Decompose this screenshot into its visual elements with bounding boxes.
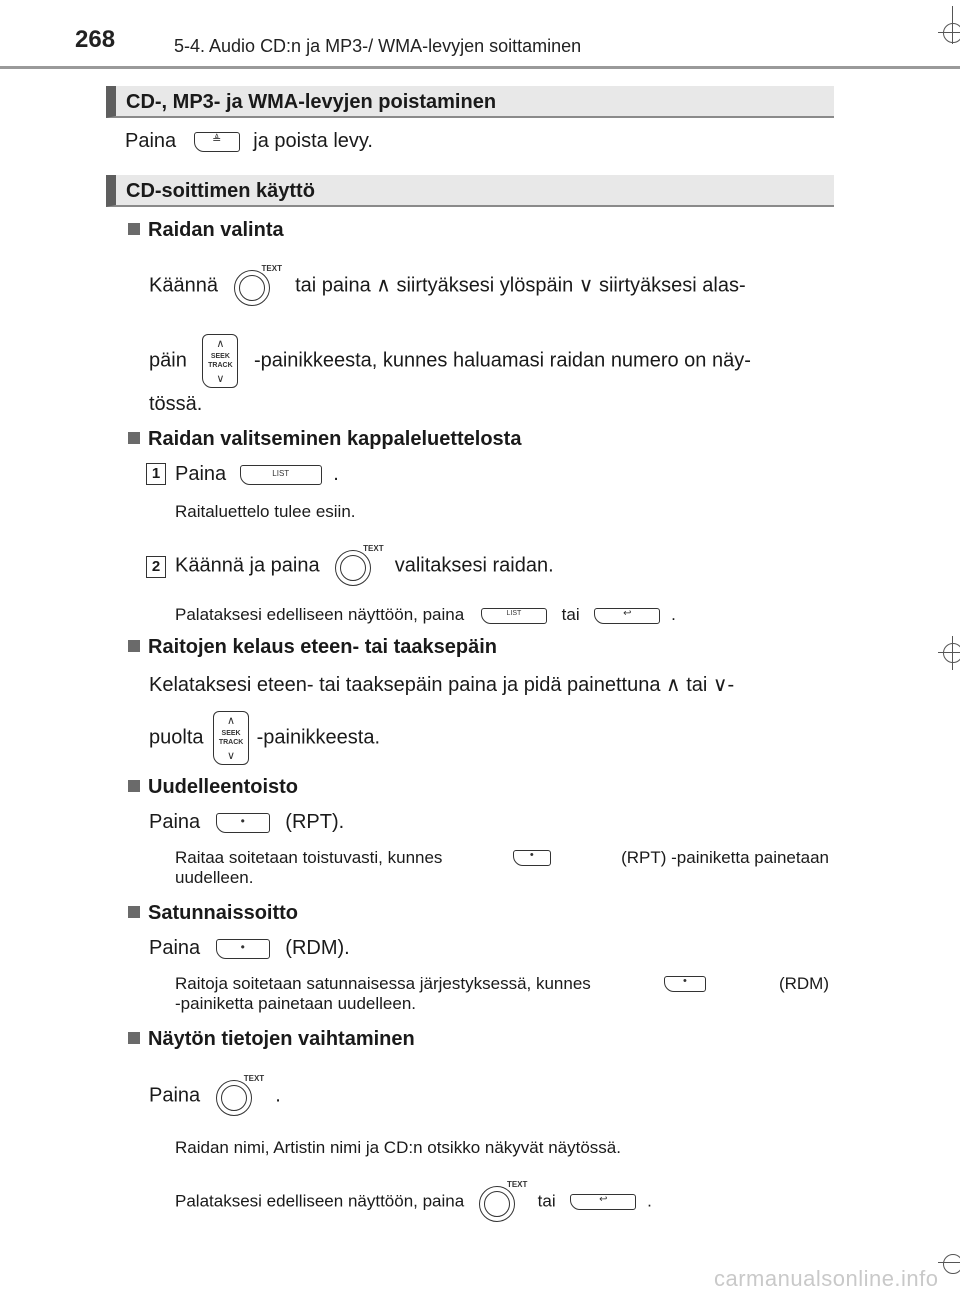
bullet-square-icon: [128, 1032, 140, 1044]
track-select-line3: tössä.: [149, 393, 203, 415]
back-button-icon: ↩: [594, 608, 660, 624]
back-button-icon: ↩: [570, 1194, 636, 1210]
section-heading-eject: [106, 86, 834, 118]
subheading-random: Satunnaissoitto: [128, 902, 298, 925]
subheading-track-select: Raidan valinta: [128, 219, 284, 242]
display-info-instruction: Paina TEXT .: [149, 1074, 281, 1118]
bullet-square-icon: [128, 780, 140, 792]
preset-button-icon: •: [664, 976, 706, 992]
page-number: 268: [75, 26, 116, 53]
subheading-display-info: Näytön tietojen vaihtaminen: [128, 1028, 415, 1051]
eject-button-icon: ≜: [194, 132, 240, 152]
display-info-note2: Palataksesi edelliseen näyttöön, paina TEXT tai ↩ .: [175, 1180, 652, 1224]
bullet-square-icon: [128, 432, 140, 444]
display-info-note1: Raidan nimi, Artistin nimi ja CD:n otsikko näkyvät näytössä.: [175, 1138, 621, 1157]
step-number-2: 2: [146, 556, 166, 578]
eject-instruction: Paina ≜ ja poista levy.: [125, 130, 373, 152]
repeat-note: Raitaa soitetaan toistuvasti, kunnes • (RPT) -painiketta painetaan uudelleen.: [175, 848, 829, 888]
list-button-icon: LIST: [481, 608, 547, 624]
section-heading-cd-player-title: CD-soittimen käyttö: [126, 180, 315, 202]
list-button-icon: LIST: [240, 465, 322, 485]
section-heading-cd-player: [106, 175, 834, 207]
step2-note: Palataksesi edelliseen näyttöön, paina LIST tai ↩ .: [175, 605, 676, 624]
step-number-1: 1: [146, 463, 166, 485]
repeat-instruction: Paina • (RPT).: [149, 811, 345, 833]
random-instruction: Paina • (RDM).: [149, 937, 350, 959]
bullet-square-icon: [128, 640, 140, 652]
step1-note: Raitaluettelo tulee esiin.: [175, 502, 356, 521]
tune-knob-icon: TEXT: [232, 264, 276, 308]
step1-instruction: Paina LIST .: [175, 463, 339, 485]
preset-button-icon: •: [216, 939, 270, 959]
preset-button-icon: •: [513, 850, 551, 866]
step2-instruction: Käännä ja paina TEXT valitaksesi raidan.: [175, 544, 554, 588]
seek-track-button-icon: ∧ SEEK TRACK ∨: [213, 711, 249, 765]
header-rule: [0, 66, 960, 69]
crop-mark-mid-circle: [943, 643, 960, 663]
preset-button-icon: •: [216, 813, 270, 833]
section-heading-eject-title: CD-, MP3- ja WMA-levyjen poistaminen: [126, 91, 497, 113]
random-note: Raitoja soitetaan satunnaisessa järjestyksessä, kunnes • (RDM) -painiketta painetaan uudelleen.: [175, 974, 829, 1014]
bullet-square-icon: [128, 906, 140, 918]
crop-mark-bottom-circle: [943, 1254, 960, 1274]
fast-forward-line1: Kelataksesi eteen- tai taaksepäin paina ja pidä painettuna ∧ tai ∨-: [149, 674, 735, 696]
subheading-track-list: Raidan valitseminen kappaleluettelosta: [128, 428, 521, 451]
seek-track-button-icon: ∧ SEEK TRACK ∨: [202, 334, 238, 388]
fast-forward-line2: puolta ∧ SEEK TRACK ∨ -painikkeesta.: [149, 711, 380, 765]
tune-knob-icon: TEXT: [477, 1180, 521, 1224]
track-select-line1: Käännä TEXT tai paina ∧ siirtyäksesi ylöspäin ∨ siirtyäksesi alas-: [149, 264, 829, 308]
subheading-fast-forward: Raitojen kelaus eteen- tai taaksepäin: [128, 636, 497, 659]
subheading-repeat: Uudelleentoisto: [128, 776, 298, 799]
track-select-line2: päin ∧ SEEK TRACK ∨ -painikkeesta, kunnes haluamasi raidan numero on näy-: [149, 334, 829, 388]
tune-knob-icon: TEXT: [214, 1074, 258, 1118]
bullet-square-icon: [128, 223, 140, 235]
tune-knob-icon: TEXT: [333, 544, 377, 588]
crop-mark-top-circle: [943, 23, 960, 43]
watermark: carmanualsonline.info: [714, 1266, 939, 1291]
chapter-title: 5-4. Audio CD:n ja MP3-/ WMA-levyjen soittaminen: [174, 36, 582, 56]
